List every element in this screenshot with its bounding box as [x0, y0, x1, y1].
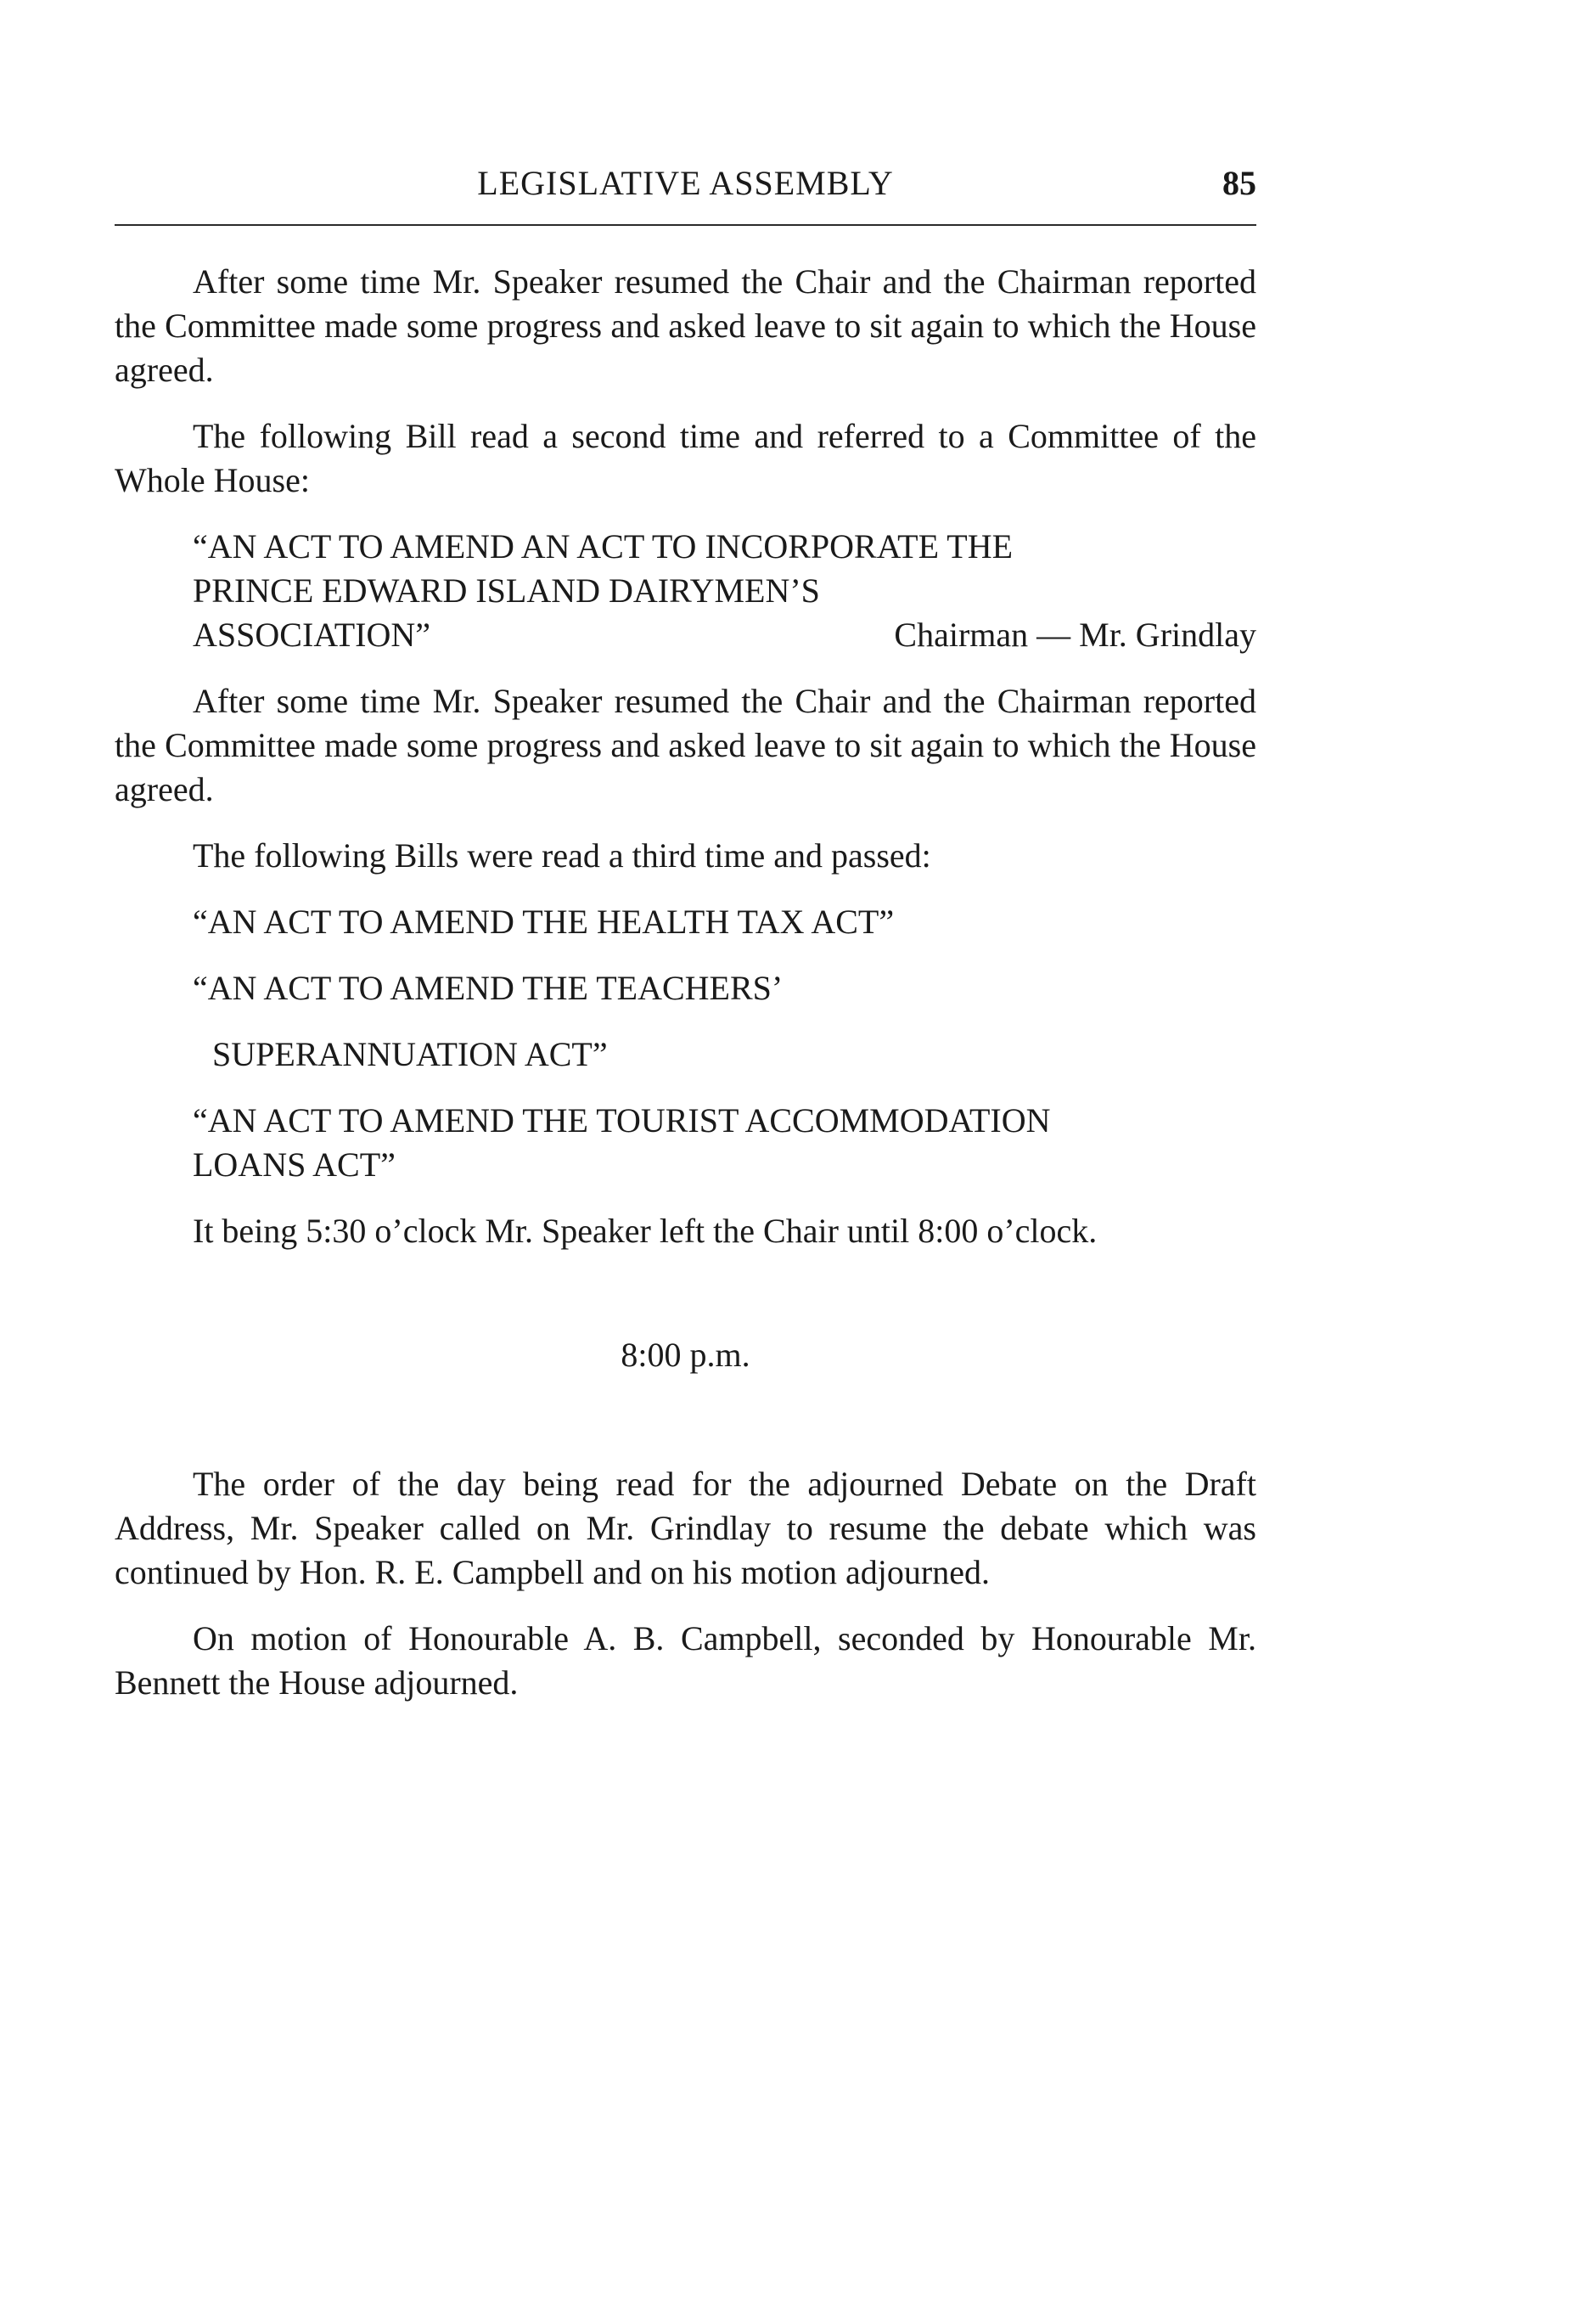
paragraph-committee-report-1: After some time Mr. Speaker resumed the Chair and the Chairman reported the Committee made some progress and asked leave to sit again to which the House agreed. — [115, 262, 1256, 389]
page-body — [115, 260, 1256, 1727]
time-heading: 8:00 p.m. — [621, 1336, 750, 1374]
act-title-dairymen — [193, 525, 1256, 657]
act-title-line: PRINCE EDWARD ISLAND DAIRYMEN’S — [193, 571, 820, 610]
page-header — [115, 156, 1256, 226]
act-title-teachers: “AN ACT TO AMEND THE TEACHERS’ — [193, 969, 784, 1007]
act-title-line: “AN ACT TO AMEND AN ACT TO INCORPORATE THE — [193, 527, 1014, 566]
paragraph-third-reading: The following Bills were read a third time and passed: — [193, 836, 931, 875]
act-title-line: LOANS ACT” — [193, 1145, 396, 1184]
chairman-note: Chairman — Mr. Grindlay — [894, 616, 1256, 654]
paragraph-house-adjourned: On motion of Honourable A. B. Campbell, seconded by Honourable Mr. Bennett the House adjourned. — [115, 1619, 1256, 1702]
act-title-line: ASSOCIATION” — [193, 616, 430, 654]
paragraph-second-reading: The following Bill read a second time and referred to a Committee of the Whole House: — [115, 417, 1256, 499]
running-head: LEGISLATIVE ASSEMBLY — [477, 164, 894, 202]
paragraph-committee-report-2: After some time Mr. Speaker resumed the Chair and the Chairman reported the Committee made some progress and asked leave to sit again to which the House agreed. — [115, 682, 1256, 808]
paragraph-adjourned-debate: The order of the day being read for the adjourned Debate on the Draft Address, Mr. Speaker called on Mr. Grindlay to resume the debate which was continued by Hon. R. E. Campbell and on his motion adjourned. — [115, 1465, 1256, 1591]
act-title-tourist-accommodation — [193, 1099, 1256, 1187]
act-title-superannuation: SUPERANNUATION ACT” — [212, 1035, 608, 1073]
paragraph-recess: It being 5:30 o’clock Mr. Speaker left the Chair until 8:00 o’clock. — [193, 1212, 1098, 1250]
act-title-line: “AN ACT TO AMEND THE TOURIST ACCOMMODATION — [193, 1101, 1051, 1139]
act-title-last-line — [193, 613, 1256, 657]
act-title-health-tax: “AN ACT TO AMEND THE HEALTH TAX ACT” — [193, 903, 895, 941]
page-number: 85 — [1222, 164, 1256, 202]
